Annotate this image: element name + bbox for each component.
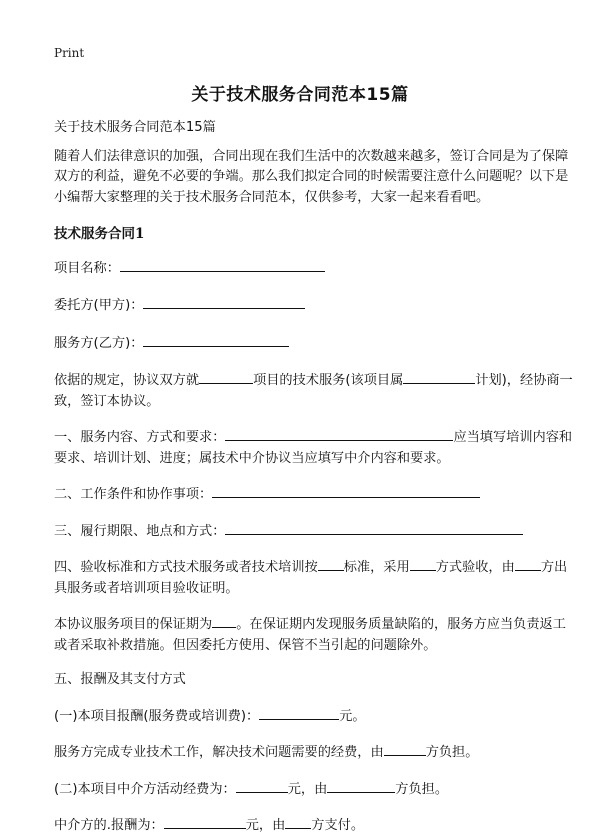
payment-1 [54,705,574,728]
payment-1-note-blank [384,741,426,756]
page-title: 关于技术服务合同范本15篇 [191,85,409,105]
clause-4-blank-3 [515,556,541,571]
payment-2-text-3: 方负担。 [395,781,449,797]
clause-1-blank [225,426,453,441]
clause-3-blank [225,520,523,535]
warranty-text-1: 本协议服务项目的保证期为 [54,617,213,632]
payment-1-text-1: (一)本项目报酬(服务费或培训费)： [54,708,260,724]
intro-paragraph: 随着人们法律意识的加强，合同出现在我们生活中的次数越来越多，签订合同是为了保障双方的利益，避免不必要的争端。那么我们拟定合同的时候需要注意什么问题呢？以下是小编帮大家整理的关于技术服务合同范本，仅供参考，大家一起来看看吧。 [54,148,569,205]
payment-1-note-text-1: 服务方完成专业技术工作，解决技术问题需要的经费，由 [54,745,384,760]
project-name-line [54,257,574,280]
payment-3-blank-2 [285,814,311,829]
client-blank [143,294,305,309]
clause-2-blank [212,483,480,498]
basis-text-1: 依据的规定，协议双方就 [54,373,200,388]
payment-1-note-text-2: 方负担。 [425,745,479,760]
clause-4-blank-1 [318,556,344,571]
clause-4-blank-2 [410,556,436,571]
clause-3 [54,520,574,543]
warranty-text-2: 。在保证期内发现服务质量缺陷的，服务方应当负责返工或者采取补救措施。但因委托方使用、保管不当引起的问题除外。 [54,617,566,653]
payment-2 [54,778,574,801]
clause-5: 五、报酬及其支付方式 [54,672,186,687]
clause-3-text: 三、履行期限、地点和方式： [54,523,226,539]
clause-2-text: 二、工作条件和协作事项： [54,487,213,502]
payment-2-text-2: 元，由 [287,781,328,797]
clause-4-text-1: 四、验收标准和方式技术服务或者技术培训按 [54,560,318,575]
payment-3-text-2: 元，由 [245,818,286,833]
clause-4-text-4: 方出具服务或者培训项目验收证明。 [54,560,568,596]
warranty-blank [212,613,236,628]
payment-3-text-3: 方支付。 [311,818,365,833]
clause-4 [54,556,574,599]
payment-2-blank-1 [236,778,288,793]
basis-text-2: 项目的技术服务(该项目属 [253,373,404,388]
project-name-label: 项目名称： [54,260,120,276]
basis-paragraph [54,369,574,412]
payment-3-blank-1 [164,814,246,829]
payment-1-text-2: 元。 [339,708,366,724]
warranty-paragraph [54,613,574,656]
client-label: 委托方(甲方)： [54,298,144,313]
payment-2-blank-2 [327,778,395,793]
provider-label: 服务方(乙方)： [54,335,144,351]
clause-2 [54,483,574,506]
clause-4-text-3: 方式验收，由 [435,560,515,575]
client-line [54,294,574,317]
payment-3 [54,814,574,837]
section-title: 技术服务合同1 [54,226,145,242]
basis-text-3: 计划)，经协商一致，签订本协议。 [54,373,573,409]
document-subtitle: 关于技术服务合同范本15篇 [54,120,216,135]
payment-2-text-1: (二)本项目中介方活动经费为： [54,781,236,797]
project-name-blank [120,257,325,272]
document-body [54,118,574,837]
provider-blank [143,332,289,347]
payment-3-text-1: 中介方的.报酬为： [54,818,164,833]
payment-1-note [54,741,574,764]
clause-1-text-1: 一、服务内容、方式和要求： [54,430,226,445]
clause-4-text-2: 标准，采用 [343,560,410,575]
payment-1-blank [259,705,339,720]
clause-1-text-2: 应当填写培训内容和要求、培训计划、进度；属技术中介协议当应填写中介内容和要求。 [54,430,573,466]
basis-blank-1 [199,369,253,384]
print-label: Print [54,46,85,60]
basis-blank-2 [403,369,475,384]
clause-1 [54,426,574,469]
provider-line [54,332,574,355]
